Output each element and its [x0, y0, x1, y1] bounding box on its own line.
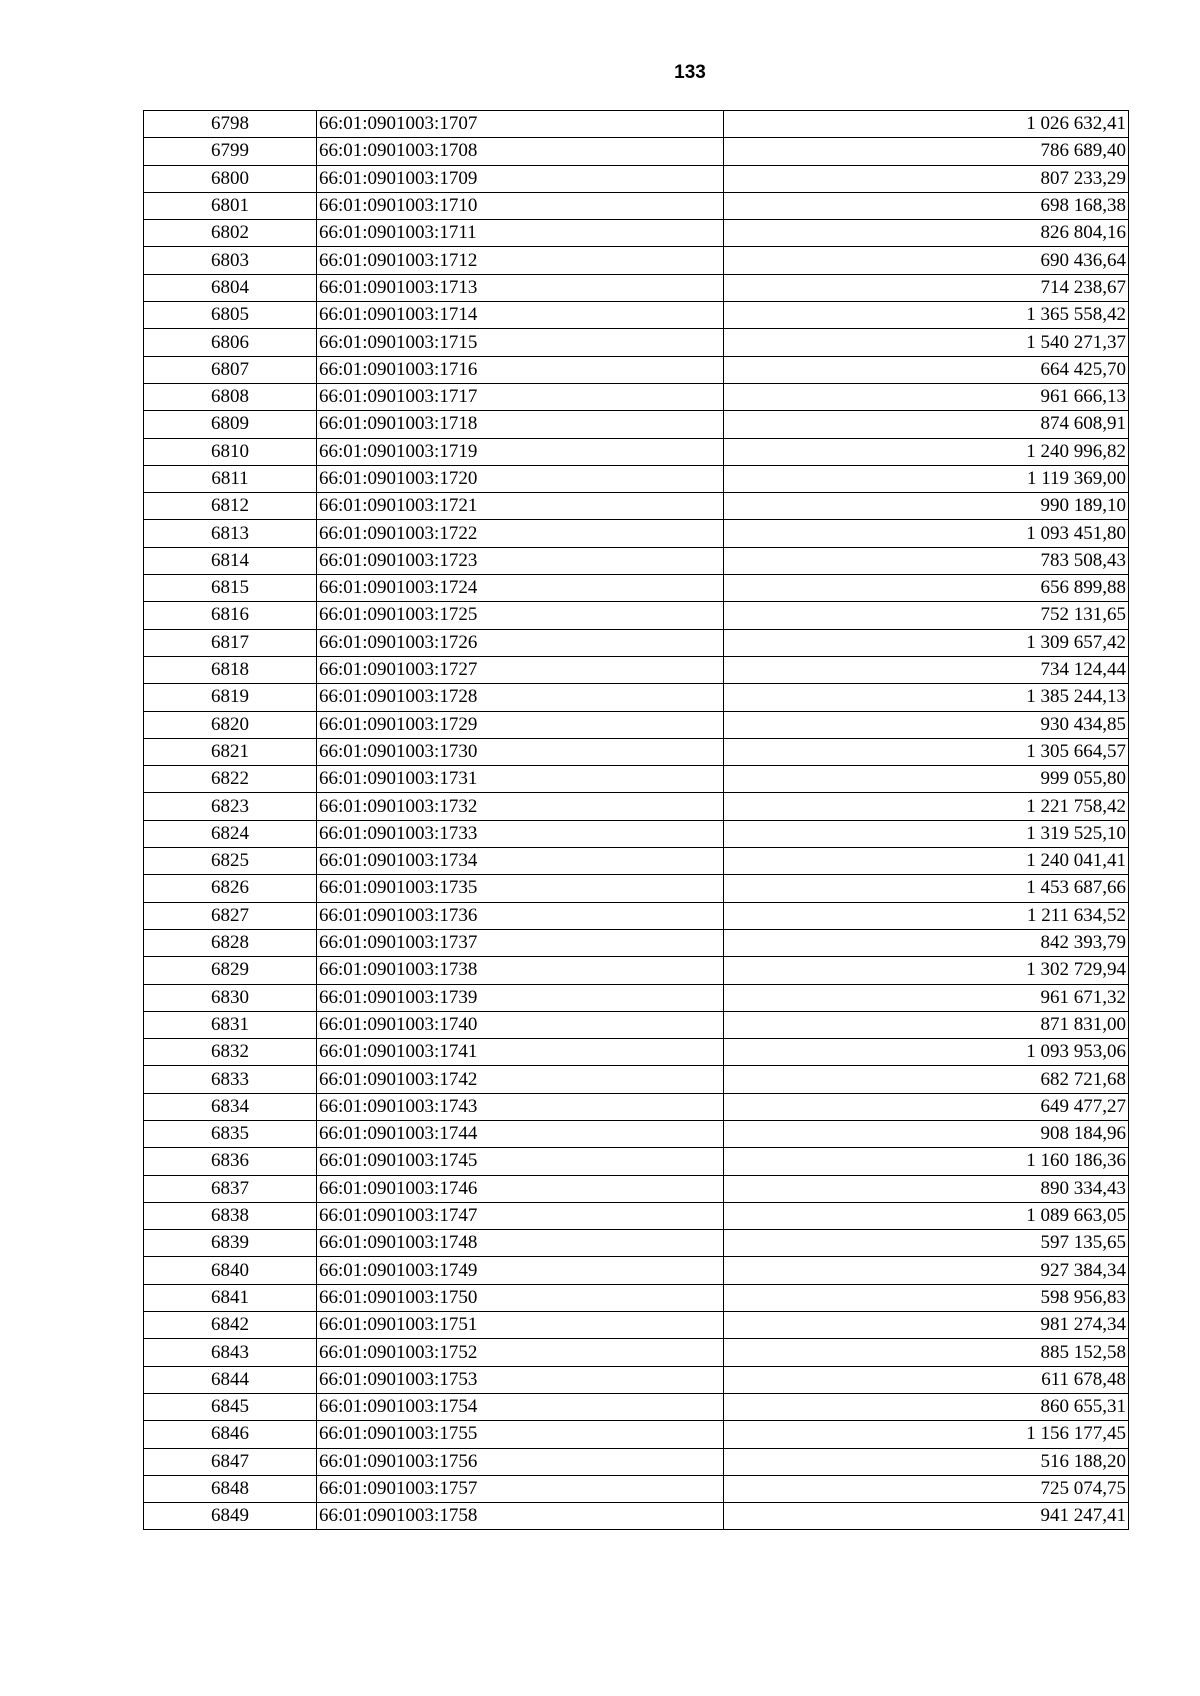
cadastral-value: 714 238,67: [724, 274, 1129, 301]
table-row: [144, 1175, 1129, 1202]
cadastral-number: 66:01:0901003:1728: [317, 684, 724, 711]
table-row: [144, 165, 1129, 192]
cadastral-number: 66:01:0901003:1731: [317, 766, 724, 793]
cadastral-value: 649 477,27: [724, 1093, 1129, 1120]
cadastral-value: 1 119 369,00: [724, 465, 1129, 492]
cadastral-number: 66:01:0901003:1733: [317, 820, 724, 847]
row-number: 6848: [144, 1475, 317, 1502]
cadastral-number: 66:01:0901003:1715: [317, 329, 724, 356]
table-row: [144, 547, 1129, 574]
cadastral-value: 1 309 657,42: [724, 629, 1129, 656]
row-number: 6820: [144, 711, 317, 738]
cadastral-value: 885 152,58: [724, 1339, 1129, 1366]
cadastral-number: 66:01:0901003:1741: [317, 1039, 724, 1066]
cadastral-value: 1 093 953,06: [724, 1039, 1129, 1066]
table-row: [144, 629, 1129, 656]
cadastral-number: 66:01:0901003:1749: [317, 1257, 724, 1284]
row-number: 6831: [144, 1011, 317, 1038]
table-row: [144, 383, 1129, 410]
row-number: 6798: [144, 111, 317, 138]
cadastral-number: 66:01:0901003:1717: [317, 383, 724, 410]
cadastral-value: 690 436,64: [724, 247, 1129, 274]
row-number: 6834: [144, 1093, 317, 1120]
cadastral-value: 941 247,41: [724, 1503, 1129, 1530]
table-row: [144, 1039, 1129, 1066]
table-row: [144, 1284, 1129, 1311]
table-row: [144, 1339, 1129, 1366]
row-number: 6835: [144, 1120, 317, 1147]
table-row: [144, 302, 1129, 329]
cadastral-value: 1 026 632,41: [724, 111, 1129, 138]
table-row: [144, 875, 1129, 902]
row-number: 6838: [144, 1202, 317, 1229]
table-row: [144, 738, 1129, 765]
cadastral-value-table: [143, 110, 1129, 1530]
cadastral-value: 1 221 758,42: [724, 793, 1129, 820]
cadastral-number: 66:01:0901003:1718: [317, 411, 724, 438]
row-number: 6814: [144, 547, 317, 574]
cadastral-number: 66:01:0901003:1723: [317, 547, 724, 574]
cadastral-value: 999 055,80: [724, 766, 1129, 793]
cadastral-number: 66:01:0901003:1727: [317, 656, 724, 683]
page-number: 133: [674, 62, 706, 83]
row-number: 6844: [144, 1366, 317, 1393]
row-number: 6819: [144, 684, 317, 711]
cadastral-value: 682 721,68: [724, 1066, 1129, 1093]
table-row: [144, 684, 1129, 711]
row-number: 6836: [144, 1148, 317, 1175]
table-row: [144, 192, 1129, 219]
cadastral-value: 1 089 663,05: [724, 1202, 1129, 1229]
table-row: [144, 656, 1129, 683]
cadastral-value: 734 124,44: [724, 656, 1129, 683]
table-row: [144, 1366, 1129, 1393]
table-row: [144, 1148, 1129, 1175]
cadastral-value: 752 131,65: [724, 602, 1129, 629]
table-row: [144, 247, 1129, 274]
cadastral-value: 516 188,20: [724, 1448, 1129, 1475]
cadastral-value: 598 956,83: [724, 1284, 1129, 1311]
row-number: 6833: [144, 1066, 317, 1093]
row-number: 6830: [144, 984, 317, 1011]
cadastral-number: 66:01:0901003:1743: [317, 1093, 724, 1120]
cadastral-number: 66:01:0901003:1707: [317, 111, 724, 138]
row-number: 6809: [144, 411, 317, 438]
cadastral-number: 66:01:0901003:1729: [317, 711, 724, 738]
cadastral-value: 860 655,31: [724, 1393, 1129, 1420]
cadastral-number: 66:01:0901003:1747: [317, 1202, 724, 1229]
row-number: 6847: [144, 1448, 317, 1475]
cadastral-value: 826 804,16: [724, 220, 1129, 247]
cadastral-number: 66:01:0901003:1721: [317, 493, 724, 520]
table-row: [144, 575, 1129, 602]
cadastral-number: 66:01:0901003:1738: [317, 957, 724, 984]
table-row: [144, 929, 1129, 956]
cadastral-number: 66:01:0901003:1732: [317, 793, 724, 820]
cadastral-number: 66:01:0901003:1754: [317, 1393, 724, 1420]
table-row: [144, 793, 1129, 820]
row-number: 6840: [144, 1257, 317, 1284]
cadastral-value: 1 211 634,52: [724, 902, 1129, 929]
table-row: [144, 957, 1129, 984]
table-row: [144, 329, 1129, 356]
cadastral-number: 66:01:0901003:1753: [317, 1366, 724, 1393]
table-row: [144, 984, 1129, 1011]
cadastral-number: 66:01:0901003:1730: [317, 738, 724, 765]
cadastral-number: 66:01:0901003:1713: [317, 274, 724, 301]
table-row: [144, 1202, 1129, 1229]
cadastral-number: 66:01:0901003:1745: [317, 1148, 724, 1175]
row-number: 6829: [144, 957, 317, 984]
row-number: 6842: [144, 1312, 317, 1339]
cadastral-number: 66:01:0901003:1716: [317, 356, 724, 383]
row-number: 6802: [144, 220, 317, 247]
cadastral-value: 807 233,29: [724, 165, 1129, 192]
row-number: 6818: [144, 656, 317, 683]
cadastral-value: 656 899,88: [724, 575, 1129, 602]
row-number: 6816: [144, 602, 317, 629]
cadastral-value: 1 156 177,45: [724, 1421, 1129, 1448]
cadastral-value: 890 334,43: [724, 1175, 1129, 1202]
cadastral-value: 842 393,79: [724, 929, 1129, 956]
table-row: [144, 438, 1129, 465]
cadastral-value: 1 240 996,82: [724, 438, 1129, 465]
row-number: 6841: [144, 1284, 317, 1311]
cadastral-number: 66:01:0901003:1740: [317, 1011, 724, 1038]
cadastral-value: 1 365 558,42: [724, 302, 1129, 329]
cadastral-number: 66:01:0901003:1737: [317, 929, 724, 956]
cadastral-number: 66:01:0901003:1720: [317, 465, 724, 492]
cadastral-value: 927 384,34: [724, 1257, 1129, 1284]
table-row: [144, 766, 1129, 793]
row-number: 6837: [144, 1175, 317, 1202]
table-row: [144, 1448, 1129, 1475]
cadastral-number: 66:01:0901003:1722: [317, 520, 724, 547]
cadastral-number: 66:01:0901003:1736: [317, 902, 724, 929]
cadastral-number: 66:01:0901003:1746: [317, 1175, 724, 1202]
cadastral-value: 1 319 525,10: [724, 820, 1129, 847]
cadastral-number: 66:01:0901003:1751: [317, 1312, 724, 1339]
table-row: [144, 602, 1129, 629]
cadastral-number: 66:01:0901003:1742: [317, 1066, 724, 1093]
table-row: [144, 356, 1129, 383]
row-number: 6811: [144, 465, 317, 492]
cadastral-value: 961 671,32: [724, 984, 1129, 1011]
row-number: 6815: [144, 575, 317, 602]
table-row: [144, 1393, 1129, 1420]
cadastral-number: 66:01:0901003:1756: [317, 1448, 724, 1475]
table-row: [144, 848, 1129, 875]
table-row: [144, 1503, 1129, 1530]
table-row: [144, 1475, 1129, 1502]
row-number: 6800: [144, 165, 317, 192]
cadastral-value: 874 608,91: [724, 411, 1129, 438]
cadastral-number: 66:01:0901003:1752: [317, 1339, 724, 1366]
cadastral-value: 611 678,48: [724, 1366, 1129, 1393]
cadastral-number: 66:01:0901003:1719: [317, 438, 724, 465]
table-row: [144, 820, 1129, 847]
cadastral-value: 1 093 451,80: [724, 520, 1129, 547]
table-body: [144, 111, 1129, 1530]
cadastral-value: 1 453 687,66: [724, 875, 1129, 902]
table-row: [144, 1257, 1129, 1284]
row-number: 6801: [144, 192, 317, 219]
table-row: [144, 138, 1129, 165]
row-number: 6807: [144, 356, 317, 383]
cadastral-value: 1 160 186,36: [724, 1148, 1129, 1175]
row-number: 6813: [144, 520, 317, 547]
cadastral-number: 66:01:0901003:1757: [317, 1475, 724, 1502]
cadastral-value: 981 274,34: [724, 1312, 1129, 1339]
cadastral-value: 871 831,00: [724, 1011, 1129, 1038]
row-number: 6803: [144, 247, 317, 274]
row-number: 6810: [144, 438, 317, 465]
table-row: [144, 1120, 1129, 1147]
cadastral-number: 66:01:0901003:1735: [317, 875, 724, 902]
cadastral-number: 66:01:0901003:1744: [317, 1120, 724, 1147]
row-number: 6806: [144, 329, 317, 356]
cadastral-value: 961 666,13: [724, 383, 1129, 410]
row-number: 6812: [144, 493, 317, 520]
cadastral-number: 66:01:0901003:1726: [317, 629, 724, 656]
row-number: 6808: [144, 383, 317, 410]
row-number: 6799: [144, 138, 317, 165]
cadastral-value: 725 074,75: [724, 1475, 1129, 1502]
row-number: 6828: [144, 929, 317, 956]
cadastral-value: 1 540 271,37: [724, 329, 1129, 356]
cadastral-number: 66:01:0901003:1711: [317, 220, 724, 247]
cadastral-value: 930 434,85: [724, 711, 1129, 738]
row-number: 6805: [144, 302, 317, 329]
cadastral-number: 66:01:0901003:1712: [317, 247, 724, 274]
table-row: [144, 1421, 1129, 1448]
table-row: [144, 711, 1129, 738]
cadastral-number: 66:01:0901003:1725: [317, 602, 724, 629]
row-number: 6832: [144, 1039, 317, 1066]
row-number: 6846: [144, 1421, 317, 1448]
cadastral-value: 1 305 664,57: [724, 738, 1129, 765]
table-row: [144, 1093, 1129, 1120]
cadastral-value: 664 425,70: [724, 356, 1129, 383]
table-row: [144, 1230, 1129, 1257]
table-row: [144, 111, 1129, 138]
row-number: 6827: [144, 902, 317, 929]
row-number: 6843: [144, 1339, 317, 1366]
cadastral-value: 597 135,65: [724, 1230, 1129, 1257]
cadastral-number: 66:01:0901003:1709: [317, 165, 724, 192]
row-number: 6849: [144, 1503, 317, 1530]
cadastral-number: 66:01:0901003:1734: [317, 848, 724, 875]
cadastral-value: 698 168,38: [724, 192, 1129, 219]
cadastral-number: 66:01:0901003:1750: [317, 1284, 724, 1311]
cadastral-value: 786 689,40: [724, 138, 1129, 165]
cadastral-value: 1 302 729,94: [724, 957, 1129, 984]
row-number: 6821: [144, 738, 317, 765]
row-number: 6817: [144, 629, 317, 656]
table-row: [144, 1066, 1129, 1093]
row-number: 6839: [144, 1230, 317, 1257]
cadastral-number: 66:01:0901003:1748: [317, 1230, 724, 1257]
row-number: 6825: [144, 848, 317, 875]
cadastral-value: 783 508,43: [724, 547, 1129, 574]
table-row: [144, 1312, 1129, 1339]
row-number: 6826: [144, 875, 317, 902]
cadastral-value: 1 385 244,13: [724, 684, 1129, 711]
table-row: [144, 902, 1129, 929]
table-row: [144, 465, 1129, 492]
cadastral-number: 66:01:0901003:1714: [317, 302, 724, 329]
cadastral-number: 66:01:0901003:1739: [317, 984, 724, 1011]
row-number: 6823: [144, 793, 317, 820]
cadastral-value: 990 189,10: [724, 493, 1129, 520]
cadastral-value: 1 240 041,41: [724, 848, 1129, 875]
row-number: 6804: [144, 274, 317, 301]
table-row: [144, 274, 1129, 301]
cadastral-number: 66:01:0901003:1724: [317, 575, 724, 602]
row-number: 6822: [144, 766, 317, 793]
row-number: 6824: [144, 820, 317, 847]
table-row: [144, 411, 1129, 438]
cadastral-number: 66:01:0901003:1758: [317, 1503, 724, 1530]
cadastral-number: 66:01:0901003:1708: [317, 138, 724, 165]
table-row: [144, 1011, 1129, 1038]
cadastral-number: 66:01:0901003:1755: [317, 1421, 724, 1448]
table-row: [144, 220, 1129, 247]
table-row: [144, 493, 1129, 520]
row-number: 6845: [144, 1393, 317, 1420]
cadastral-number: 66:01:0901003:1710: [317, 192, 724, 219]
table-row: [144, 520, 1129, 547]
cadastral-value: 908 184,96: [724, 1120, 1129, 1147]
